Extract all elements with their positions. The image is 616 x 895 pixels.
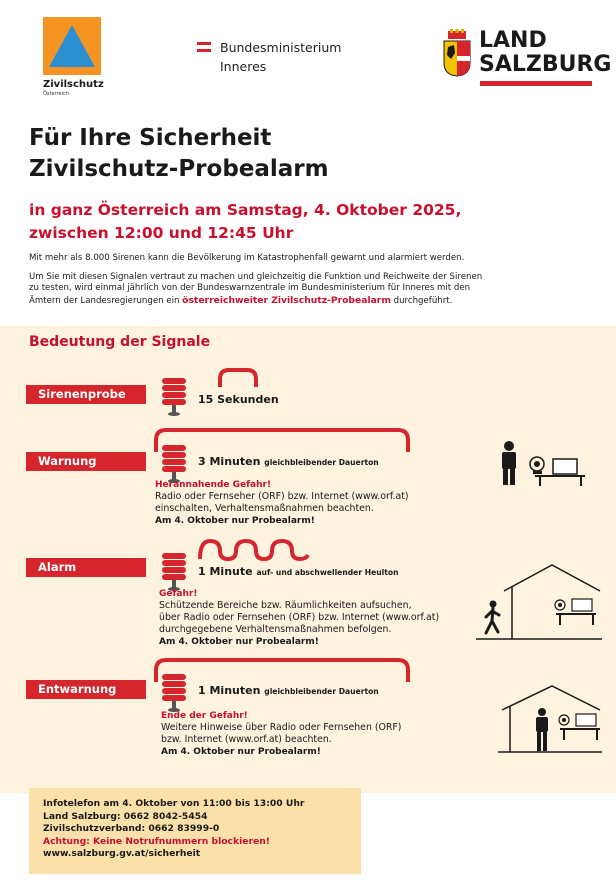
warnung-line1: Radio oder Fernseher (ORF) bzw. Internet (www.orf.at) — [155, 491, 409, 502]
alarm-description — [159, 588, 439, 648]
intro-paragraph-1: Mit mehr als 8.000 Sirenen kann die Bevölkerung im Katastrophenfall gewarnt und alarmiert werden. — [29, 253, 465, 263]
alarm-line2: über Radio oder Fernsehen (ORF) bzw. Internet (www.orf.at) — [159, 612, 440, 623]
signal-wave-short — [216, 367, 260, 389]
signal-tag-sirenenprobe: Sirenenprobe — [26, 385, 146, 404]
entwarnung-description — [161, 710, 401, 758]
person-running-to-house-icon — [476, 561, 602, 643]
signal-tag-alarm: Alarm — [26, 558, 146, 577]
signal-wave-steady — [150, 656, 414, 684]
land-salzburg-line1: LAND — [479, 28, 547, 53]
date-line1: in ganz Österreich am Samstag, 4. Oktober 2025, — [29, 201, 462, 219]
alarm-heading: Gefahr! — [159, 589, 198, 599]
warnung-heading: Herannahende Gefahr! — [155, 480, 272, 490]
info-hotline: Infotelefon am 4. Oktober von 11:00 bis 13:00 Uhr — [43, 798, 305, 809]
person-radio-tv-icon — [495, 440, 590, 486]
signal-tag-warnung: Warnung — [26, 452, 146, 471]
siren-icon — [159, 374, 189, 422]
signals-title: Bedeutung der Signale — [29, 334, 211, 350]
land-salzburg-bar — [480, 81, 592, 86]
entwarnung-note: Am 4. Oktober nur Probealarm! — [161, 747, 321, 757]
duration-value: 1 Minuten — [198, 684, 261, 697]
page-title-line2: Zivilschutz-Probealarm — [29, 156, 329, 182]
duration-value: 15 Sekunden — [198, 393, 279, 406]
entwarnung-heading: Ende der Gefahr! — [161, 711, 248, 721]
intro-p2-line1: Um Sie mit diesen Signalen vertraut zu machen und gleichzeitig die Funktion und Reichweite der Sirenen — [29, 272, 483, 282]
signal-tag-entwarnung: Entwarnung — [26, 680, 146, 699]
duration-note: auf- und abschwellender Heulton — [256, 568, 399, 577]
intro-p2-line3-post: durchgeführt. — [390, 295, 453, 306]
bmi-name: Bundesministerium — [220, 40, 342, 55]
info-land-phone: Land Salzburg: 0662 8042-5454 — [43, 810, 208, 822]
land-salzburg-line2: SALZBURG — [479, 52, 612, 77]
intro-paragraph-2 — [29, 272, 589, 307]
warnung-note: Am 4. Oktober nur Probealarm! — [155, 516, 315, 526]
triangle-icon — [47, 23, 97, 69]
zivilschutz-name: Zivilschutz — [43, 79, 104, 90]
duration-value: 1 Minute — [198, 565, 253, 578]
alarm-line1: Schützende Bereiche bzw. Räumlichkeiten aufsuchen, — [159, 600, 412, 611]
duration-note: gleichbleibender Dauerton — [264, 687, 379, 696]
intro-p2-line3-pre: Ämtern der Landesregierungen ein — [29, 295, 183, 306]
alarm-line3: durchgegebene Verhaltensmaßnahmen befolgen. — [159, 624, 392, 635]
duration-value: 3 Minuten — [198, 455, 261, 468]
info-website-link[interactable]: www.salzburg.gv.at/sicherheit — [43, 848, 201, 860]
alarm-note: Am 4. Oktober nur Probealarm! — [159, 637, 319, 647]
duration-note: gleichbleibender Dauerton — [264, 458, 379, 467]
zivilschutz-logo — [43, 17, 101, 75]
duration-warnung — [198, 455, 379, 468]
date-line2: zwischen 12:00 und 12:45 Uhr — [29, 224, 294, 242]
info-box — [29, 788, 361, 874]
austria-flag-icon — [197, 42, 211, 52]
info-verband-phone: Zivilschutzverband: 0662 83999-0 — [43, 823, 220, 835]
page-title-line1: Für Ihre Sicherheit — [29, 125, 272, 151]
intro-highlight: österreichweiter Zivilschutz-Probealarm — [182, 294, 391, 306]
person-inside-house-icon — [478, 682, 602, 756]
info-warning: Achtung: Keine Notrufnummern blockieren! — [43, 835, 270, 847]
duration-sirenenprobe — [198, 393, 279, 406]
signal-wave-steady — [150, 426, 414, 454]
signal-wave-oscillating — [196, 535, 312, 563]
zivilschutz-sub: Österreich — [43, 91, 69, 97]
intro-p2-line3 — [29, 295, 589, 307]
entwarnung-line2: bzw. Internet (www.orf.at) beachten. — [161, 734, 332, 745]
warnung-description — [155, 479, 409, 527]
duration-entwarnung — [198, 684, 379, 697]
warnung-line2: einschalten, Verhaltensmaßnahmen beachten. — [155, 503, 374, 514]
salzburg-crest-icon — [442, 29, 472, 77]
entwarnung-line1: Weitere Hinweise über Radio oder Fernsehen (ORF) — [161, 722, 402, 733]
duration-alarm — [198, 565, 398, 578]
bmi-dept: Inneres — [220, 59, 267, 74]
intro-p2-line2: zu testen, wird einmal jährlich von der Bundeswarnzentrale im Bundesministerium für Inneres mit den — [29, 283, 471, 294]
